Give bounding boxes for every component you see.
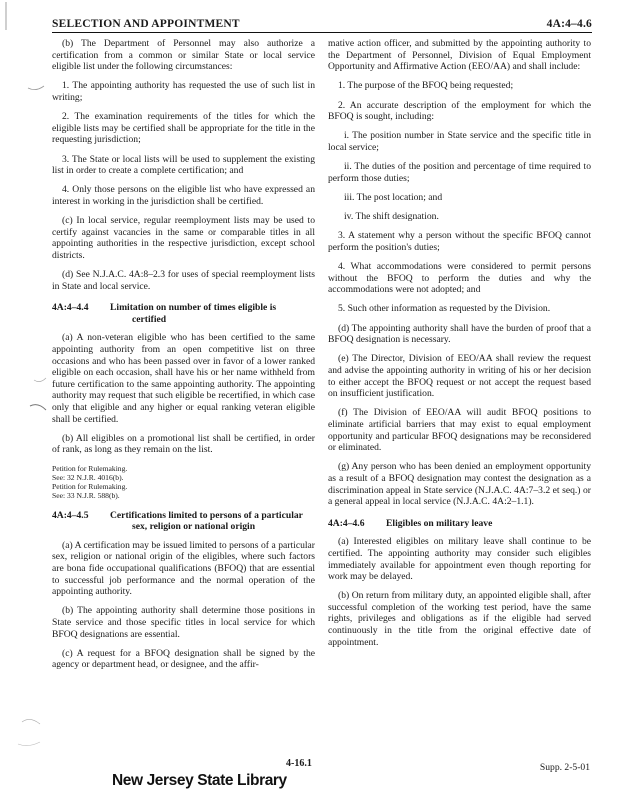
- paragraph: 2. An accurate description of the employment for which the BFOQ is sought, including:: [328, 99, 591, 123]
- paragraph: 4. What accommodations were considered to permit persons without the BFOQ to perform the duties and why the accommodations were not adopted; and: [328, 261, 591, 296]
- header-title: SELECTION AND APPOINTMENT: [52, 18, 240, 30]
- paragraph: mative action officer, and submitted by the appointing authority to the Department of Personnel, Division of Equal Employment Opportunity and Affirmative Action (EEO/AA) and shall include:: [328, 38, 591, 73]
- page-number: 4-16.1: [286, 758, 312, 769]
- paragraph: (c) A request for a BFOQ designation shall be signed by the agency or department head, or designee, and the affir-: [52, 647, 315, 671]
- paragraph: (d) The appointing authority shall have the burden of proof that a BFOQ designation is necessary.: [328, 322, 591, 346]
- section-heading-4-6: [328, 518, 591, 530]
- running-header: [52, 10, 592, 33]
- paragraph: iv. The shift designation.: [344, 211, 439, 223]
- paragraph: ii. The duties of the position and percentage of time required to perform those duties;: [328, 161, 591, 184]
- paragraph: 3. The State or local lists will be used to supplement the existing list in order to create a complete certification; and: [52, 153, 315, 177]
- section-title-line: certified: [132, 313, 167, 325]
- history-line: Petition for Rulemaking.: [52, 481, 128, 491]
- history-line: Petition for Rulemaking.: [52, 463, 128, 473]
- header-section-range: 4A:4–4.6: [546, 18, 592, 30]
- paragraph: 1. The appointing authority has requested the use of such list in writing;: [52, 80, 315, 103]
- paragraph: (b) The Department of Personnel may also authorize a certification from a common or similar State or local service eligible list under the following circumstances:: [52, 38, 315, 73]
- paragraph: (g) Any person who has been denied an employment opportunity as a result of a BFOQ designation may contest the designation as a discrimination appeal in State service (N.J.A.C. 4A:7–3.2 et seq.) or a general appeal in local service (N.J.A.C. 4A:2–1.1).: [328, 461, 591, 508]
- section-title: Eligibles on military leave: [386, 517, 493, 529]
- paragraph: (b) The appointing authority shall determine those positions in State service and those specific titles in local service for which BFOQ designations are essential.: [52, 605, 315, 640]
- section-heading-4-5: [52, 510, 315, 533]
- paragraph: 3. A statement why a person without the specific BFOQ cannot perform the position's duties;: [328, 230, 591, 253]
- paragraph: 2. The examination requirements of the titles for which the eligible lists may be certified shall be appropriate for the title in the requesting jurisdiction;: [52, 111, 315, 146]
- paragraph: 1. The purpose of the BFOQ being requested;: [338, 80, 514, 92]
- section-number: 4A:4–4.4: [52, 302, 89, 314]
- paragraph: 5. Such other information as requested by the Division.: [338, 303, 551, 315]
- paragraph: (d) See N.J.A.C. 4A:8–2.3 for uses of special reemployment lists in State and local service.: [52, 269, 315, 292]
- paragraph: iii. The post location; and: [344, 191, 443, 203]
- paragraph: (c) In local service, regular reemployment lists may be used to certify against vacancies in the same or comparable titles in all appointing authorities in the respective jurisdiction, except school districts.: [52, 215, 315, 261]
- section-title-line: Certifications limited to persons of a particular: [110, 509, 303, 521]
- section-number: 4A:4–4.5: [52, 509, 89, 521]
- section-number: 4A:4–4.6: [328, 517, 365, 529]
- supplement-date: Supp. 2-5-01: [539, 762, 590, 773]
- section-title-line: sex, religion or national origin: [132, 521, 256, 533]
- paragraph: (a) A certification may be issued limited to persons of a particular sex, religion or national origin of the eligibles, where such factors are bona fide occupational qualifications (BFOQ) that are essential to successful job performance and the normal operation of the appointing authority.: [52, 539, 315, 598]
- paragraph: (a) A non-veteran eligible who has been certified to the same appointing authority from an open competitive list on three occasions and who has been passed over in favor of a lower ranked eligible on each occasion, shall have his or her name withheld from future certification to the same appointing authority. The appointing authority may request that such eligible be recertified, in which case only that eligible and any higher or equal ranking veteran eligible shall be certified.: [52, 332, 315, 425]
- history-line: See: 32 N.J.R. 4016(b).: [52, 472, 124, 482]
- section-title: [110, 510, 315, 533]
- paragraph: i. The position number in State service and the specific title in local service;: [328, 130, 591, 153]
- history-note: [52, 464, 315, 500]
- paragraph: (b) On return from military duty, an appointed eligible shall, after successful completion of the working test period, have the same rights, privileges and obligations as if the eligible had served continuously in the title from the original effective date of appointment.: [328, 590, 591, 648]
- section-title: [110, 302, 315, 325]
- right-column: [328, 38, 591, 656]
- history-line: See: 33 N.J.R. 588(b).: [52, 490, 120, 500]
- paragraph: 4. Only those persons on the eligible list who have expressed an interest in working in the jurisdiction shall be certified.: [52, 184, 315, 207]
- left-column: [52, 38, 315, 678]
- paragraph: (e) The Director, Division of EEO/AA shall review the request and advise the appointing authority in writing of his or her decision to either accept the BFOQ request or not accept the request based on insufficient justification.: [328, 353, 591, 400]
- scan-margin-marks: [0, 0, 52, 760]
- section-heading-4-4: [52, 302, 315, 325]
- paragraph: (a) Interested eligibles on military leave shall continue to be certified. The appointing authority may consider such eligibles immediately available for appointment even though reporting for work may be delayed.: [328, 536, 591, 583]
- paragraph: (b) All eligibles on a promotional list shall be certified, in order of rank, as long as they remain on the list.: [52, 432, 315, 456]
- paragraph: (f) The Division of EEO/AA will audit BFOQ positions to eliminate artificial barriers that may exist to equal employment opportunity and particular BFOQ designations may be reconsidered or eliminated.: [328, 407, 591, 454]
- library-stamp: New Jersey State Library: [112, 772, 287, 789]
- section-title-line: Limitation on number of times eligible is: [110, 302, 277, 314]
